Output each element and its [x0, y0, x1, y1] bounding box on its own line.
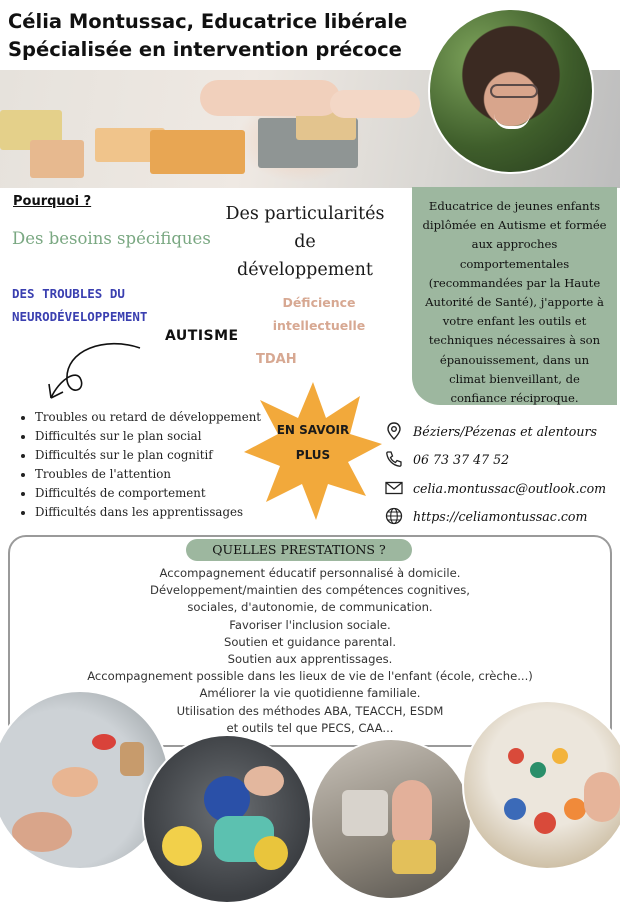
list-item: • Difficultés sur le plan social [35, 427, 275, 446]
troubles-line: NEURODÉVELOPPEMENT [12, 309, 148, 324]
list-item: • Difficultés sur le plan cognitif [35, 446, 275, 465]
smile [494, 114, 530, 129]
list-item: • Difficultés dans les apprentissages [35, 503, 275, 522]
particularites-line: de [294, 232, 316, 252]
glasses [490, 84, 538, 98]
troubles-text [12, 282, 147, 328]
list-item: Soutien aux apprentissages. [227, 652, 393, 667]
email-text: celia.montussac@outlook.com [413, 480, 607, 496]
autisme-text: AUTISME [165, 328, 239, 344]
prestations-title: QUELLES PRESTATIONS ? [186, 539, 412, 561]
deficience-line: Déficience [282, 295, 356, 310]
globe-icon [384, 506, 404, 526]
list-item: Favoriser l'inclusion sociale. [229, 617, 391, 632]
list-item: Soutien et guidance parental. [223, 634, 397, 649]
location-text: Béziers/Pézenas et alentours [413, 423, 597, 439]
activity-photo-4 [462, 700, 620, 870]
activity-photo-3 [310, 738, 472, 900]
list-item: • Troubles de l'attention [35, 465, 275, 484]
phone-icon [384, 449, 404, 469]
contact-location [384, 420, 620, 442]
list-item: Améliorer la vie quotidienne familiale. [199, 686, 421, 701]
list-item: et outils tel que PECS, CAA... [226, 720, 394, 735]
cta-line: PLUS [295, 448, 331, 462]
list-item: Accompagnement possible dans les lieux de vie de l'enfant (école, crèche...) [87, 669, 533, 684]
list-item: • Difficultés de comportement [35, 484, 275, 503]
besoins-text: Des besoins spécifiques [12, 229, 211, 248]
en-savoir-plus-button[interactable] [260, 418, 366, 468]
website-text: https://celiamontussac.com [413, 508, 588, 524]
difficulties-list [22, 408, 275, 522]
curved-arrow-icon [45, 340, 145, 404]
page-title [8, 8, 407, 64]
phone-text: 06 73 37 47 52 [413, 451, 510, 467]
cta-line: EN SAVOIR [276, 423, 350, 437]
contact-email[interactable] [384, 477, 620, 499]
pourquoi-heading: Pourquoi ? [13, 194, 92, 209]
envelope-icon [384, 478, 404, 498]
deficience-text [250, 291, 388, 337]
deficience-line: intellectuelle [272, 318, 366, 333]
tdah-text: TDAH [256, 352, 297, 367]
list-item: sociales, d'autonomie, de communication. [187, 600, 433, 615]
activity-photo-2 [142, 734, 312, 904]
contact-phone[interactable] [384, 448, 620, 470]
contact-website[interactable] [384, 505, 620, 527]
particularites-line: Des particularités [225, 204, 385, 224]
troubles-line: DES TROUBLES DU [12, 286, 125, 301]
title-line-1: Célia Montussac, Educatrice libérale [8, 10, 408, 33]
list-item: • Troubles ou retard de développement [35, 408, 275, 427]
particularites-heading [222, 200, 388, 284]
list-item: Accompagnement éducatif personnalisé à domicile. [159, 566, 461, 580]
location-pin-icon [384, 421, 404, 441]
title-line-2: Spécialisée en intervention précoce [8, 38, 402, 61]
portrait-photo [428, 8, 594, 174]
particularites-line: développement [237, 260, 373, 280]
about-box: Educatrice de jeunes enfants diplômée en Autisme et formée aux approches comportementales (recommandées par la Haute Autorité de Santé), j'apporte à votre enfant les outils et techniques nécessaires à son épanouissement, dans un climat bienveillant, de confiance réciproque. [412, 187, 617, 405]
list-item: Utilisation des méthodes ABA, TEACCH, ESDM [176, 703, 444, 718]
list-item: Développement/maintien des compétences cognitives, [150, 583, 470, 598]
